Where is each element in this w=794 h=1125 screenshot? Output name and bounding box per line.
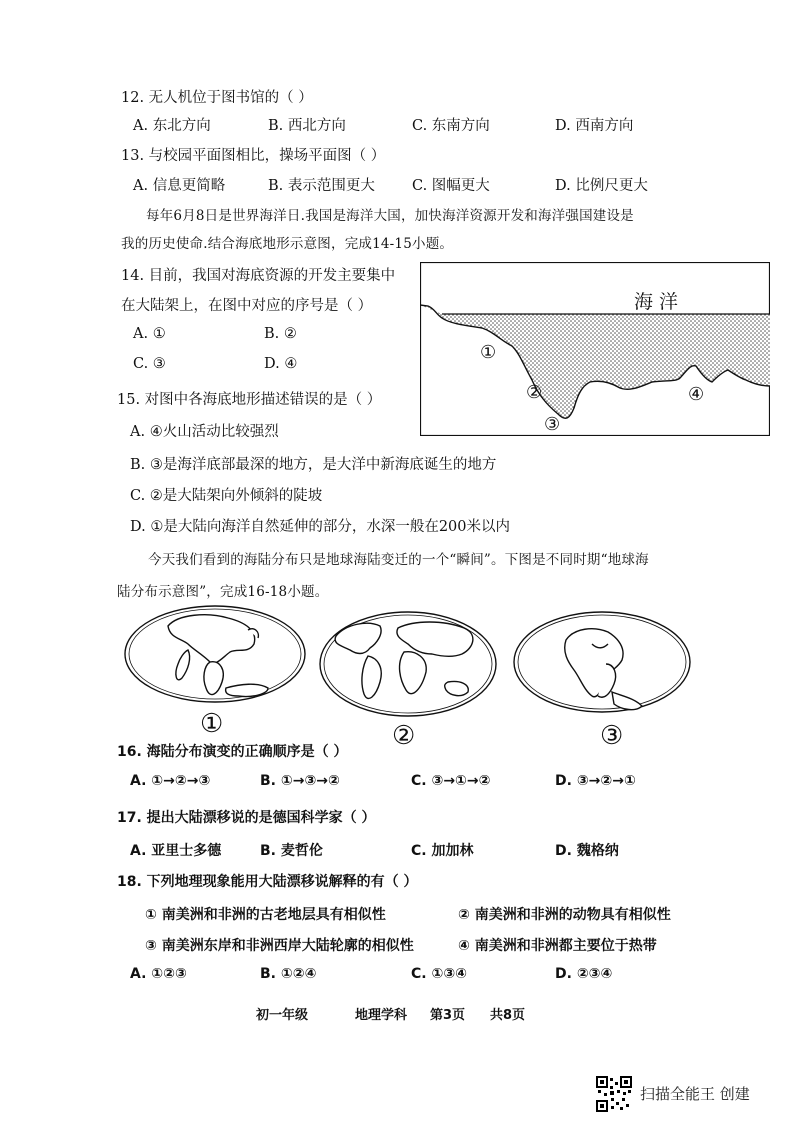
q14-option-d: D. ④ <box>264 356 298 372</box>
q13-stem: 13. 与校园平面图相比，操场平面图（ ） <box>121 148 386 164</box>
q16-option-a: A. ①→②→③ <box>130 773 211 789</box>
q15-stem: 15. 对图中各海底地形描述错误的是（ ） <box>117 392 382 408</box>
ocean-label: 海 洋 <box>634 291 679 313</box>
qr-code-icon <box>596 1076 632 1112</box>
sea-land-distribution-maps <box>118 604 698 752</box>
map-1 <box>125 606 305 702</box>
q17-option-b: B. 麦哲伦 <box>260 843 323 859</box>
q17-option-d: D. 魏格纳 <box>555 843 619 859</box>
map-2-label: ② <box>392 721 416 751</box>
q13-option-b: B. 表示范围更大 <box>268 178 375 194</box>
q12-option-d: D. 西南方向 <box>555 118 634 134</box>
q17-option-a: A. 亚里士多德 <box>130 843 222 859</box>
intro-continents-line1: 今天我们看到的海陆分布只是地球海陆变迁的一个“瞬间”。下图是不同时期“地球海 <box>148 552 649 568</box>
marker-1: ① <box>480 342 497 363</box>
q18-option-d: D. ②③④ <box>555 966 613 982</box>
q18-statement-1: ① 南美洲和非洲的古老地层具有相似性 <box>145 907 386 923</box>
q16-stem: 16. 海陆分布演变的正确顺序是（ ） <box>117 744 348 760</box>
q18-statement-4: ④ 南美洲和非洲都主要位于热带 <box>458 938 657 954</box>
q14-option-c: C. ③ <box>133 356 166 372</box>
q14-stem-line2: 在大陆架上，在图中对应的序号是（ ） <box>121 298 373 314</box>
intro-seafloor-line1: 每年6月8日是世界海洋日.我国是海洋大国，加快海洋资源开发和海洋强国建设是 <box>146 208 634 224</box>
intro-continents-line2: 陆分布示意图”，完成16-18小题。 <box>117 584 329 600</box>
q12-option-b: B. 西北方向 <box>268 118 346 134</box>
q18-statement-2: ② 南美洲和非洲的动物具有相似性 <box>458 907 671 923</box>
q16-option-d: D. ③→②→① <box>555 773 636 789</box>
q12-stem: 12. 无人机位于图书馆的（ ） <box>121 90 313 106</box>
q18-option-b: B. ①②④ <box>260 966 317 982</box>
footer-total: 共8页 <box>490 1008 526 1023</box>
q16-option-c: C. ③→①→② <box>411 773 491 789</box>
scanner-watermark-text: 扫描全能王 创建 <box>640 1085 750 1103</box>
q15-option-d: D. ①是大陆向海洋自然延伸的部分，水深一般在200米以内 <box>130 519 510 535</box>
q16-option-b: B. ①→③→② <box>260 773 340 789</box>
intro-seafloor-line2: 我的历史使命.结合海底地形示意图，完成14-15小题。 <box>121 236 454 252</box>
footer-page: 第3页 <box>430 1008 466 1023</box>
map-3-label: ③ <box>600 721 624 751</box>
footer-grade: 初一年级 <box>256 1008 309 1023</box>
q18-option-c: C. ①③④ <box>411 966 468 982</box>
q14-option-b: B. ② <box>264 326 297 342</box>
marker-4: ④ <box>688 384 705 405</box>
q12-option-a: A. 东北方向 <box>133 118 211 134</box>
seafloor-terrain-diagram <box>420 262 770 436</box>
q18-statement-3: ③ 南美洲东岸和非洲西岸大陆轮廓的相似性 <box>145 938 414 954</box>
q14-option-a: A. ① <box>133 326 166 342</box>
marker-2: ② <box>526 382 543 403</box>
map-2 <box>320 612 496 716</box>
q14-stem-line1: 14. 目前，我国对海底资源的开发主要集中 <box>121 268 396 284</box>
q15-option-b: B. ③是海洋底部最深的地方，是大洋中新海底诞生的地方 <box>130 457 497 473</box>
q13-option-c: C. 图幅更大 <box>412 178 490 194</box>
footer-subject: 地理学科 <box>355 1008 408 1023</box>
q13-option-a: A. 信息更简略 <box>133 178 226 194</box>
q13-option-d: D. 比例尺更大 <box>555 178 648 194</box>
q15-option-c: C. ②是大陆架向外倾斜的陡坡 <box>130 488 323 504</box>
q17-option-c: C. 加加林 <box>411 843 474 859</box>
map-1-label: ① <box>200 709 224 739</box>
q17-stem: 17. 提出大陆漂移说的是德国科学家（ ） <box>117 810 376 826</box>
q18-stem: 18. 下列地理现象能用大陆漂移说解释的有（ ） <box>117 874 418 890</box>
q12-option-c: C. 东南方向 <box>412 118 490 134</box>
map-3 <box>514 612 690 712</box>
q18-option-a: A. ①②③ <box>130 966 187 982</box>
q15-option-a: A. ④火山活动比较强烈 <box>130 424 279 440</box>
marker-3: ③ <box>544 414 561 435</box>
